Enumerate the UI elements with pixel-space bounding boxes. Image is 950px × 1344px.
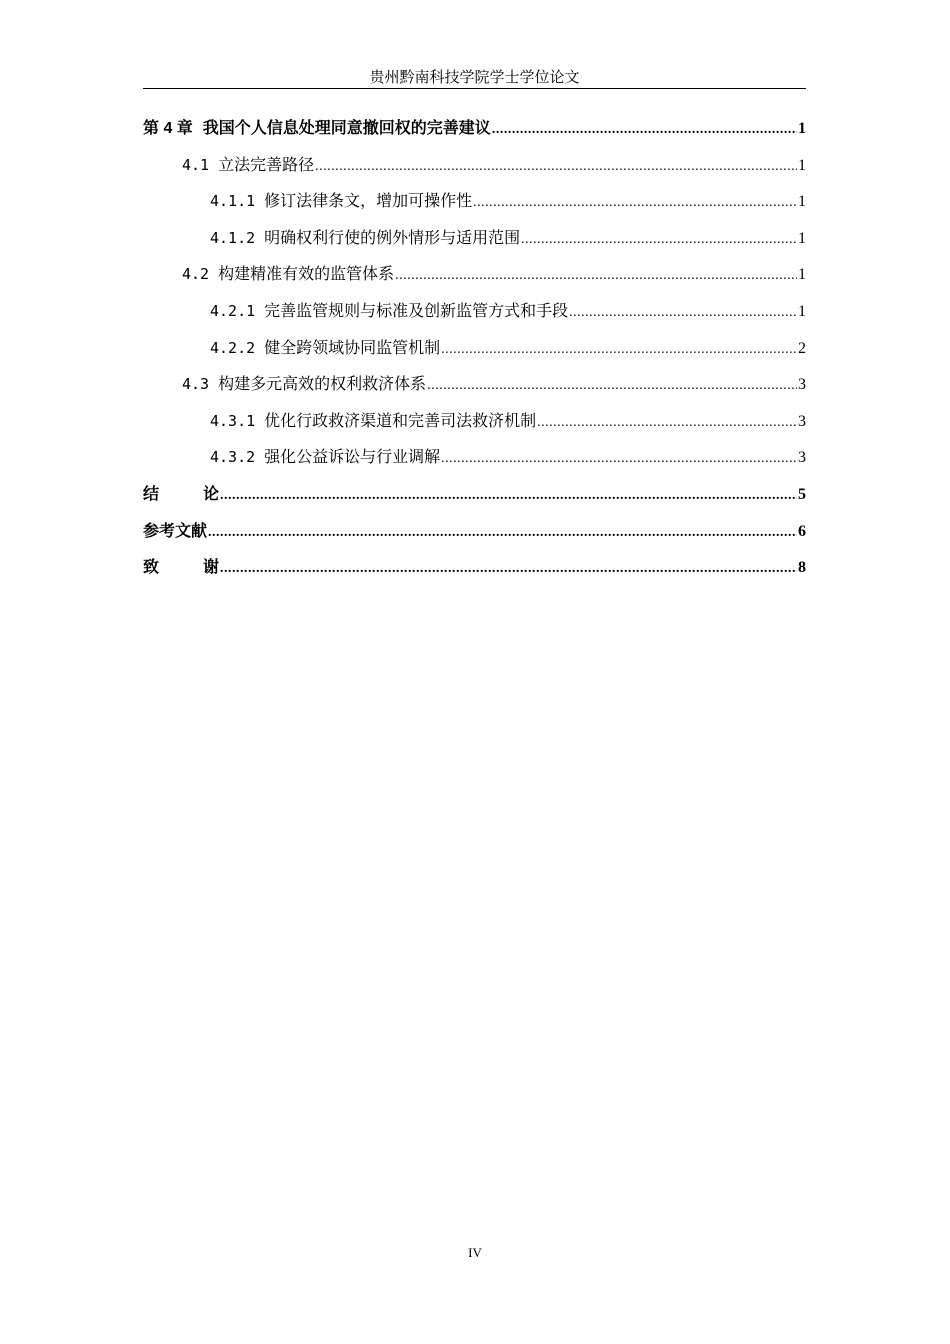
dot-leader (220, 557, 797, 581)
toc-entry-title: 参考文献 (143, 520, 208, 540)
toc-entry-4-1[interactable] (143, 153, 806, 190)
toc-entry-number: 4.2.2 (210, 338, 256, 357)
toc-entry-4-3-1[interactable] (143, 409, 806, 446)
dot-leader (427, 374, 797, 398)
toc-entry-page: 8 (798, 559, 806, 577)
toc-entry-4-2-2[interactable] (143, 336, 806, 373)
toc-entry-title: 立法完善路径 (218, 154, 315, 174)
toc-entry-4-1-1[interactable] (143, 189, 806, 226)
toc-entry-title: 健全跨领域协同监管机制 (264, 337, 441, 357)
dot-leader (441, 447, 797, 471)
toc-entry-number: 4.3.1 (210, 411, 256, 430)
toc-entry-number: 4.2.1 (210, 301, 256, 320)
running-header: 贵州黔南科技学院学士学位论文 (369, 68, 580, 86)
toc-entry-number: 4.3 (182, 375, 210, 394)
dot-leader (441, 338, 797, 362)
header-rule (143, 88, 806, 89)
toc-entry-page: 1 (798, 266, 806, 284)
toc-entry-page: 2 (798, 339, 806, 357)
toc-entry-chapter-4[interactable] (143, 116, 806, 153)
table-of-contents (143, 116, 806, 592)
toc-entry-page: 3 (798, 412, 806, 430)
toc-entry-title: 优化行政救济渠道和完善司法救济机制 (264, 410, 537, 430)
toc-entry-4-1-2[interactable] (143, 226, 806, 263)
toc-entry-number: 第 4 章 (143, 120, 193, 137)
page-number-footer: IV (468, 1245, 482, 1260)
toc-entry-number: 4.1.2 (210, 228, 256, 247)
toc-entry-number: 4.2 (182, 265, 210, 284)
dot-leader (395, 264, 797, 288)
toc-entry-page: 3 (798, 449, 806, 467)
toc-entry-page: 5 (798, 485, 806, 503)
dot-leader (569, 301, 797, 325)
toc-entry-page: 3 (798, 376, 806, 394)
toc-entry-title: 构建精准有效的监管体系 (218, 264, 395, 284)
toc-entry-number: 4.1 (182, 155, 210, 174)
dot-leader (473, 191, 797, 215)
toc-entry-title: 构建多元高效的权利救济体系 (218, 374, 427, 394)
toc-entry-title: 我国个人信息处理同意撤回权的完善建议 (202, 118, 491, 137)
toc-title-part: 结 (143, 483, 160, 503)
toc-entry-title (143, 555, 219, 579)
dot-leader (220, 484, 797, 508)
toc-entry-page: 1 (798, 229, 806, 247)
toc-entry-number: 4.1.1 (210, 192, 256, 211)
toc-entry-title: 修订法律条文，增加可操作性 (264, 191, 473, 211)
dot-leader (521, 228, 797, 252)
toc-entry-references[interactable] (143, 519, 806, 556)
toc-entry-page: 6 (798, 522, 806, 540)
dot-leader (492, 118, 797, 142)
toc-entry-conclusion[interactable] (143, 482, 806, 519)
toc-title-part: 致 (143, 557, 160, 577)
toc-entry-title (143, 482, 219, 506)
dot-leader (208, 521, 797, 545)
toc-entry-page: 1 (798, 193, 806, 211)
dot-leader (315, 155, 797, 179)
toc-entry-title: 明确权利行使的例外情形与适用范围 (264, 227, 521, 247)
toc-entry-4-3[interactable] (143, 372, 806, 409)
toc-entry-4-2[interactable] (143, 262, 806, 299)
toc-title-part: 论 (203, 483, 220, 503)
toc-entry-number: 4.3.2 (210, 448, 256, 467)
toc-title-part: 谢 (203, 557, 220, 577)
toc-entry-acknowledgements[interactable] (143, 555, 806, 592)
toc-entry-page: 1 (798, 302, 806, 320)
toc-entry-title: 完善监管规则与标准及创新监管方式和手段 (264, 300, 569, 320)
dot-leader (537, 411, 797, 435)
toc-entry-page: 1 (798, 156, 806, 174)
toc-entry-title: 强化公益诉讼与行业调解 (264, 447, 441, 467)
toc-entry-4-3-2[interactable] (143, 445, 806, 482)
toc-entry-page: 1 (798, 120, 806, 137)
toc-entry-4-2-1[interactable] (143, 299, 806, 336)
